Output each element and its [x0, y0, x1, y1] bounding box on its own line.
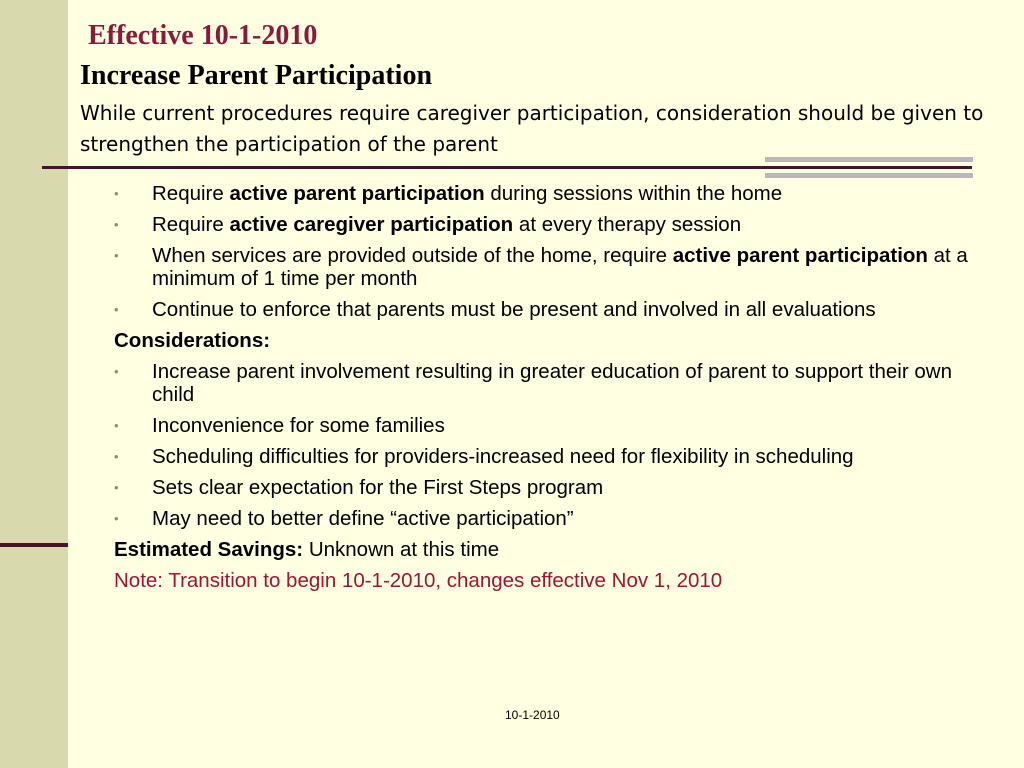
- slide-body: [114, 182, 984, 600]
- bullet-icon: •: [114, 217, 119, 232]
- bullet-text: Increase parent involvement resulting in greater education of parent to support their own child: [152, 360, 952, 406]
- bullet-icon: •: [114, 364, 119, 379]
- slide-title-date: Effective 10-1-2010: [88, 20, 318, 51]
- bullet-text: When services are provided outside of the home, require: [152, 244, 673, 267]
- bullet-text: during sessions within the home: [484, 182, 783, 205]
- bullet-icon: •: [114, 186, 119, 201]
- bullet-text: May need to better define “active participation”: [152, 507, 574, 530]
- list-item: [114, 182, 984, 205]
- bullet-text: Require: [152, 213, 230, 236]
- list-item: [114, 414, 984, 437]
- bullet-emphasis: active parent participation: [672, 244, 928, 267]
- savings-value: Unknown at this time: [303, 538, 500, 561]
- decorative-rule-top: [765, 157, 973, 162]
- list-item: [114, 476, 984, 499]
- list-item: [114, 445, 984, 468]
- slide-subtitle: While current procedures require caregiver participation, consideration should be given to strengthen the participation of the parent: [80, 101, 984, 156]
- bullet-text: Scheduling difficulties for providers-increased need for flexibility in scheduling: [152, 445, 854, 468]
- bullet-icon: •: [114, 449, 119, 464]
- bullet-icon: •: [114, 418, 119, 433]
- sidebar-accent-rule: [0, 543, 68, 547]
- bullet-text: Continue to enforce that parents must be present and involved in all evaluations: [152, 298, 876, 321]
- list-item: [114, 507, 984, 530]
- decorative-rule-bottom: [765, 173, 973, 178]
- considerations-heading: Considerations:: [114, 329, 271, 352]
- bullet-text: at a minimum of 1 time per month: [152, 244, 968, 290]
- bullet-icon: •: [114, 248, 119, 263]
- bullet-emphasis: active caregiver participation: [229, 213, 514, 236]
- list-item: [114, 298, 984, 321]
- estimated-savings: [114, 538, 984, 561]
- bullet-emphasis: active parent participation: [229, 182, 485, 205]
- list-item: [114, 213, 984, 236]
- bullet-icon: •: [114, 511, 119, 526]
- bullet-text: Inconvenience for some families: [152, 414, 445, 437]
- slide-title: Increase Parent Participation: [80, 60, 433, 91]
- list-item: [114, 360, 984, 406]
- list-item: [114, 244, 984, 290]
- bullet-text: at every therapy session: [513, 213, 742, 236]
- bullet-text: Sets clear expectation for the First Steps program: [152, 476, 604, 499]
- title-divider-rule: [42, 166, 972, 169]
- footer-date: 10-1-2010: [505, 708, 560, 722]
- savings-label: Estimated Savings:: [114, 538, 304, 561]
- bullet-text: Require: [152, 182, 230, 205]
- bullet-icon: •: [114, 302, 119, 317]
- transition-note: Note: Transition to begin 10-1-2010, changes effective Nov 1, 2010: [114, 569, 723, 592]
- sidebar-band: [0, 0, 68, 768]
- bullet-icon: •: [114, 480, 119, 495]
